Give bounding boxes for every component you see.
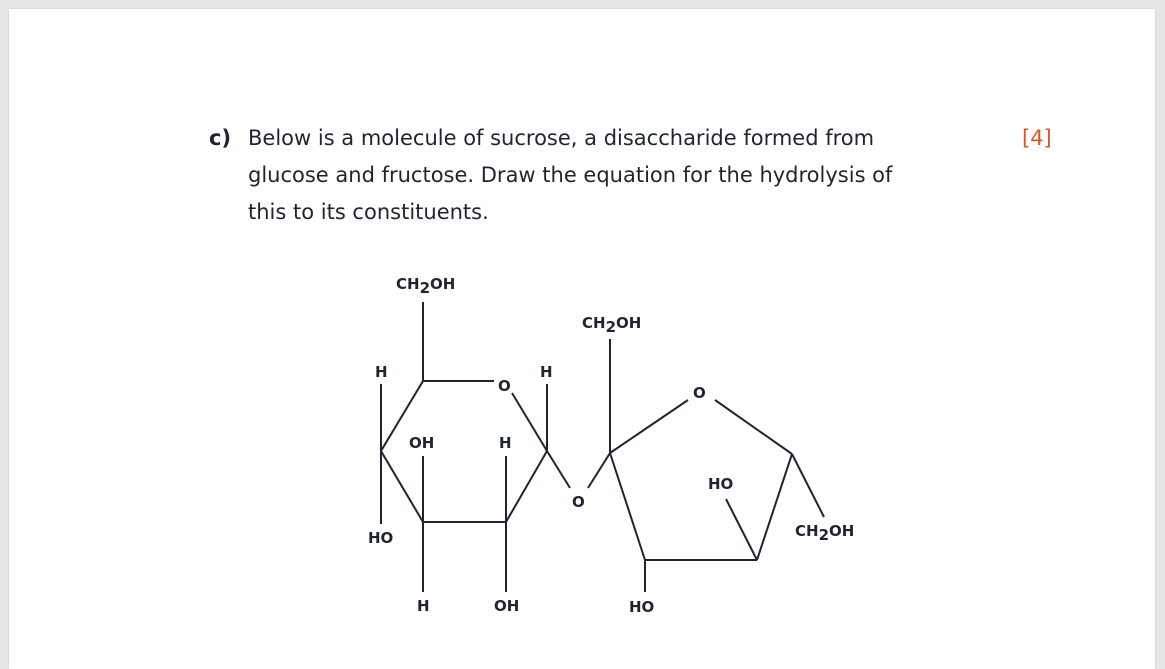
bond-bridge-o-c2f [588,453,610,488]
fructose-ring [588,339,824,592]
glucose-ring-o-label: O [498,377,511,395]
glucose-h-mid-label: H [499,434,512,452]
glucose-ho-left-label: HO [368,529,394,547]
bond-c5f-ch2oh [792,454,824,517]
worksheet-page [9,9,1155,669]
bond-c5f-c4f [757,454,792,560]
question-line-3: this to its constituents. [248,200,489,224]
fructose-ch2oh-top-label: CH2OH [582,314,642,336]
glucose-h-bottom-label: H [417,597,430,615]
glucose-ch2oh-label: CH2OH [396,275,456,297]
question-line-1: Below is a molecule of sucrose, a disaccharide formed from [248,126,875,150]
sucrose-structure-diagram [9,9,1155,669]
fructose-ch2oh-right-label: CH2OH [795,522,855,544]
glycosidic-o-label: O [572,493,585,511]
bond-c1-bridge-o [547,451,570,488]
glucose-h-right-label: H [540,363,553,381]
bond-ring-o-c1 [512,393,547,451]
question-line-2: glucose and fructose. Draw the equation for the hydrolysis of [248,163,893,187]
fructose-ring-o-label: O [693,384,706,402]
bond-ring-o-c5f [715,400,792,454]
question-label: c) [209,126,232,150]
bond-c2f-ring-o [610,400,688,453]
bond-c4f-ho [726,499,757,560]
marks-badge: [4] [1022,126,1052,150]
glucose-oh-bottom-label: OH [494,597,520,615]
bond-c3f-c2f [610,453,645,560]
fructose-ho-inner-label: HO [708,475,734,493]
fructose-ho-bottom-label: HO [629,598,655,616]
glucose-oh-top-label: OH [409,434,435,452]
bond-c1-c2 [506,451,547,522]
bond-c3-c4 [381,451,423,522]
glucose-h-left-label: H [375,363,388,381]
